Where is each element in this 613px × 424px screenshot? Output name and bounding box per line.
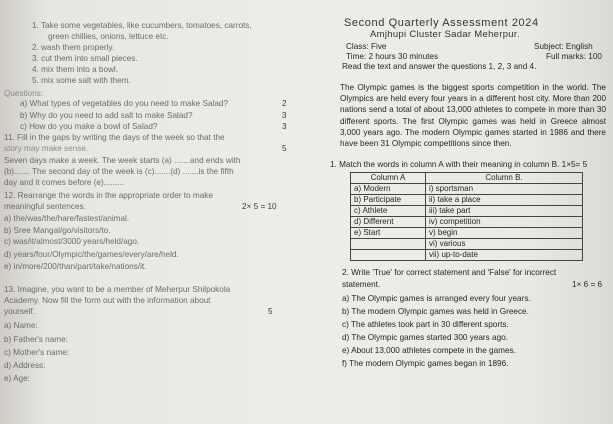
col-b-cell: ii) take a place xyxy=(426,195,583,206)
col-b-cell: iv) competition xyxy=(426,217,583,228)
question-mark: 3 xyxy=(282,111,287,120)
table-row xyxy=(351,184,583,195)
subject-label: Subject: English xyxy=(534,42,593,51)
form-field-father: b) Father's name: xyxy=(4,335,68,344)
statement: a) The Olympic games is arranged every four years. xyxy=(342,294,531,303)
table-row xyxy=(351,206,583,217)
question-text: b) Why do you need to add salt to make Salad? xyxy=(20,111,193,120)
left-column xyxy=(0,0,300,424)
q11-text: story may make sense. xyxy=(4,144,89,153)
instruction-line: 1. Take some vegetables, like cucumbers, tomatoes, carrots, xyxy=(32,21,252,30)
q13-text: Academy. Now fill the form out with the information about xyxy=(4,296,211,305)
statement: c) The athletes took part in 30 different sports. xyxy=(342,320,509,329)
column-b-header: Column B. xyxy=(426,173,583,184)
q13-text: 13. Imagine, you want to be a member of Meherpur Shilpokola xyxy=(4,285,231,294)
instruction-line: 2. wash them properly. xyxy=(32,43,115,52)
read-instruction: Read the text and answer the questions 1, 2, 3 and 4. xyxy=(342,62,537,71)
question-text: a) What types of vegetables do you need to make Salad? xyxy=(20,99,229,108)
q12-item: b) Sree Mangal/go/visitors/to. xyxy=(4,226,111,235)
instruction-line: 4. mix them into a bowl. xyxy=(32,65,119,74)
q13-text: yourself. xyxy=(4,307,35,316)
statement: e) About 13,000 athletes compete in the games. xyxy=(342,346,516,355)
instruction-line: 5. mix some salt with them. xyxy=(32,76,131,85)
question-mark: 3 xyxy=(282,122,287,131)
col-a-cell: e) Start xyxy=(351,228,426,239)
instruction-line: 3. cut them into small pieces. xyxy=(32,54,138,63)
col-b-cell: iii) take part xyxy=(426,206,583,217)
col-b-cell: i) sportsman xyxy=(426,184,583,195)
q11-mark: 5 xyxy=(282,144,287,153)
q13-mark: 5 xyxy=(268,307,273,316)
table-row xyxy=(351,228,583,239)
q11-text: (b)....... The second day of the week is (c).......(d) .......is the fifth xyxy=(4,167,234,176)
col-a-cell: b) Participate xyxy=(351,195,426,206)
q12-item: c) was/it/almost/3000 years/held/ago. xyxy=(4,237,140,246)
q12-item: a) the/was/the/hare/fastest/animal. xyxy=(4,214,130,223)
col-a-cell xyxy=(351,239,426,250)
col-a-cell: c) Athlete xyxy=(351,206,426,217)
exam-title: Second Quarterly Assessment 2024 xyxy=(344,17,539,29)
form-field-mother: c) Mother's name: xyxy=(4,348,70,357)
table-row xyxy=(351,250,583,261)
form-field-age: e) Age: xyxy=(4,374,30,383)
question-mark: 2 xyxy=(282,99,287,108)
q2-text: 2. Write 'True' for correct statement and 'False' for incorrect xyxy=(342,268,557,277)
q11-text: Seven days make a week. The week starts (a) .......and ends with xyxy=(4,156,241,165)
form-field-address: d) Address: xyxy=(4,361,46,370)
passage: The Olympic games is the biggest sports competition in the world. The Olympics are held every four years in a different host city. More than 200 nations send a total of about 13,000 athletes to compete in more than 30 different sports. The first Olympic games was held in Greece almost 3,000 years ago. The modern Olympic games started in 1986 and there have been 31 Olympic competitions since then. xyxy=(340,83,606,149)
question-text: c) How do you make a bowl of Salad? xyxy=(20,122,158,131)
q12-text: 12. Rearrange the words in the appropriate order to make xyxy=(4,191,213,200)
statement: f) The modern Olympic games began in 1896. xyxy=(342,359,509,368)
col-a-cell xyxy=(351,250,426,261)
form-field-name: a) Name: xyxy=(4,321,38,330)
q11-text: 11. Fill in the gaps by writing the days of the week so that the xyxy=(4,133,225,142)
q1-text: 1. Match the words in column A with their meaning in column B. 1×5= 5 xyxy=(330,160,588,169)
q12-item: e) in/more/200/than/part/take/nations/it. xyxy=(4,262,147,271)
q2-mark: 1× 6 = 6 xyxy=(572,280,603,289)
q12-text: meaningful sentences. xyxy=(4,202,86,211)
statement: d) The Olympic games started 300 years ago. xyxy=(342,333,508,342)
instruction-line: green chillies, onions, lettuce etc. xyxy=(48,32,169,41)
statement: b) The modern Olympic games was held in Greece. xyxy=(342,307,529,316)
q2-text: statement. xyxy=(342,280,381,289)
q12-item: d) years/four/Olympic/the/games/every/are/held. xyxy=(4,250,179,259)
table-row xyxy=(351,239,583,250)
table-row xyxy=(351,217,583,228)
class-label: Class: Five xyxy=(346,42,387,51)
time-label: Time: 2 hours 30 minutes xyxy=(346,52,439,61)
table-row xyxy=(351,195,583,206)
right-column xyxy=(330,0,613,424)
full-marks-label: Full marks: 100 xyxy=(546,52,602,61)
col-a-cell: a) Modern xyxy=(351,184,426,195)
col-b-cell: v) begin xyxy=(426,228,583,239)
q12-mark: 2× 5 = 10 xyxy=(242,202,277,211)
q11-text: day and it comes before (e)......... xyxy=(4,178,125,187)
column-a-header: Column A xyxy=(351,173,426,184)
col-b-cell: vi) various xyxy=(426,239,583,250)
match-table xyxy=(350,172,583,261)
exam-subtitle: Amjhupi Cluster Sadar Meherpur. xyxy=(370,29,520,40)
questions-label: Questions: xyxy=(4,89,44,98)
col-a-cell: d) Different xyxy=(351,217,426,228)
col-b-cell: vii) up-to-date xyxy=(426,250,583,261)
